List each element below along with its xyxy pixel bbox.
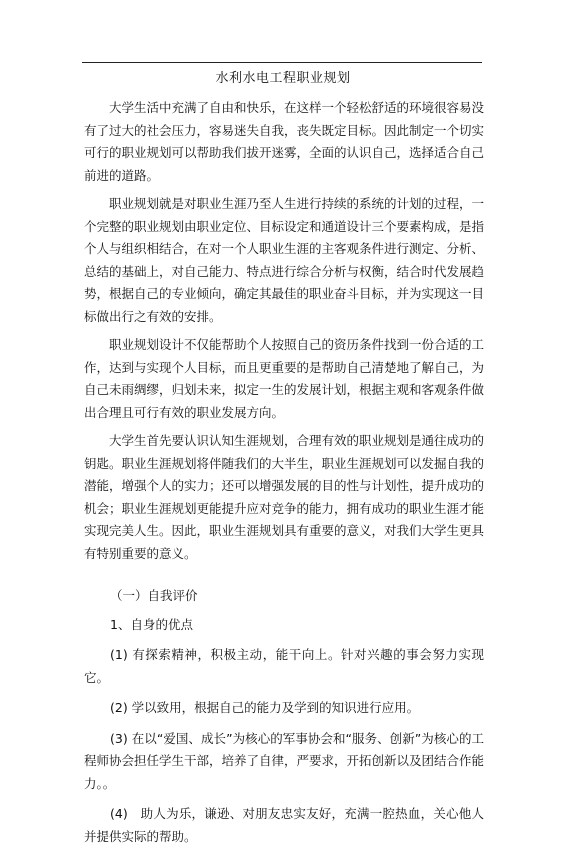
list-item: (4) 助人为乐，谦逊、对朋友忠实友好，充满一腔热血，关心他人并提供实际的帮助。 (84, 806, 484, 844)
document-title: 水利水电工程职业规划 (215, 71, 351, 86)
paragraph-purpose: 职业规划设计不仅能帮助个人按照自己的资历条件找到一份合适的工作，达到与实现个人目标，而且更重要的是帮助自己清楚地了解自己，为自己未雨绸缪，归划未来，拟定一生的发展计划，根据主观和客观条件做出合理且可行有效的职业发展方向。 (84, 337, 485, 420)
paragraph-definition: 职业规划就是对职业生涯乃至人生进行持续的系统的计划的过程，一个完整的职业规划由职业定位、目标设定和通道设计三个要素构成，是指个人与组织相结合，在对一个人职业生涯的主客观条件进行测定、分析、总结的基础上，对自己能力、特点进行综合分析与权衡，结合时代发展趋势，根据自己的专业倾向，确定其最佳的职业奋斗目标，并为实现这一目标做出行之有效的安排。 (84, 196, 485, 324)
section-title-self-evaluation: （一）自我评价 (110, 588, 198, 603)
subsection-title-strengths: 1、自身的优点 (110, 616, 193, 632)
document-body (84, 97, 484, 856)
list-item: (3) 在以“爱国、成长”为核心的军事协会和“服务、创新”为核心的工程师协会担任学生干部，培养了自律，严要求，开拓创新以及团结合作能力。。 (84, 730, 485, 791)
header-rule (82, 62, 482, 63)
paragraph-intro: 大学生活中充满了自由和快乐，在这样一个轻松舒适的环境很容易没有了过大的社会压力，容易迷失自我，丧失既定目标。因此制定一个切实可行的职业规划可以帮助我们拔开迷雾，全面的认识自己，选择适合自己前进的道路。 (84, 100, 485, 183)
paragraph-significance: 大学生首先要认识认知生涯规划，合理有效的职业规划是通往成功的钥匙。职业生涯规划将伴随我们的大半生，职业生涯规划可以发掘自我的潜能，增强个人的实力；还可以增强发展的目的性与计划性，提升成功的机会；职业生涯规划更能提升应对竞争的能力，拥有成功的职业生涯才能实现完美人生。因此，职业生涯规划具有重要的意义，对我们大学生更具有特别重要的意义。 (84, 433, 485, 561)
list-item: (1) 有探索精神，积极主动，能干向上。针对兴趣的事会努力实现它。 (84, 647, 484, 685)
list-item: (2) 学以致用，根据自己的能力及学到的知识进行应用。 (110, 700, 420, 715)
